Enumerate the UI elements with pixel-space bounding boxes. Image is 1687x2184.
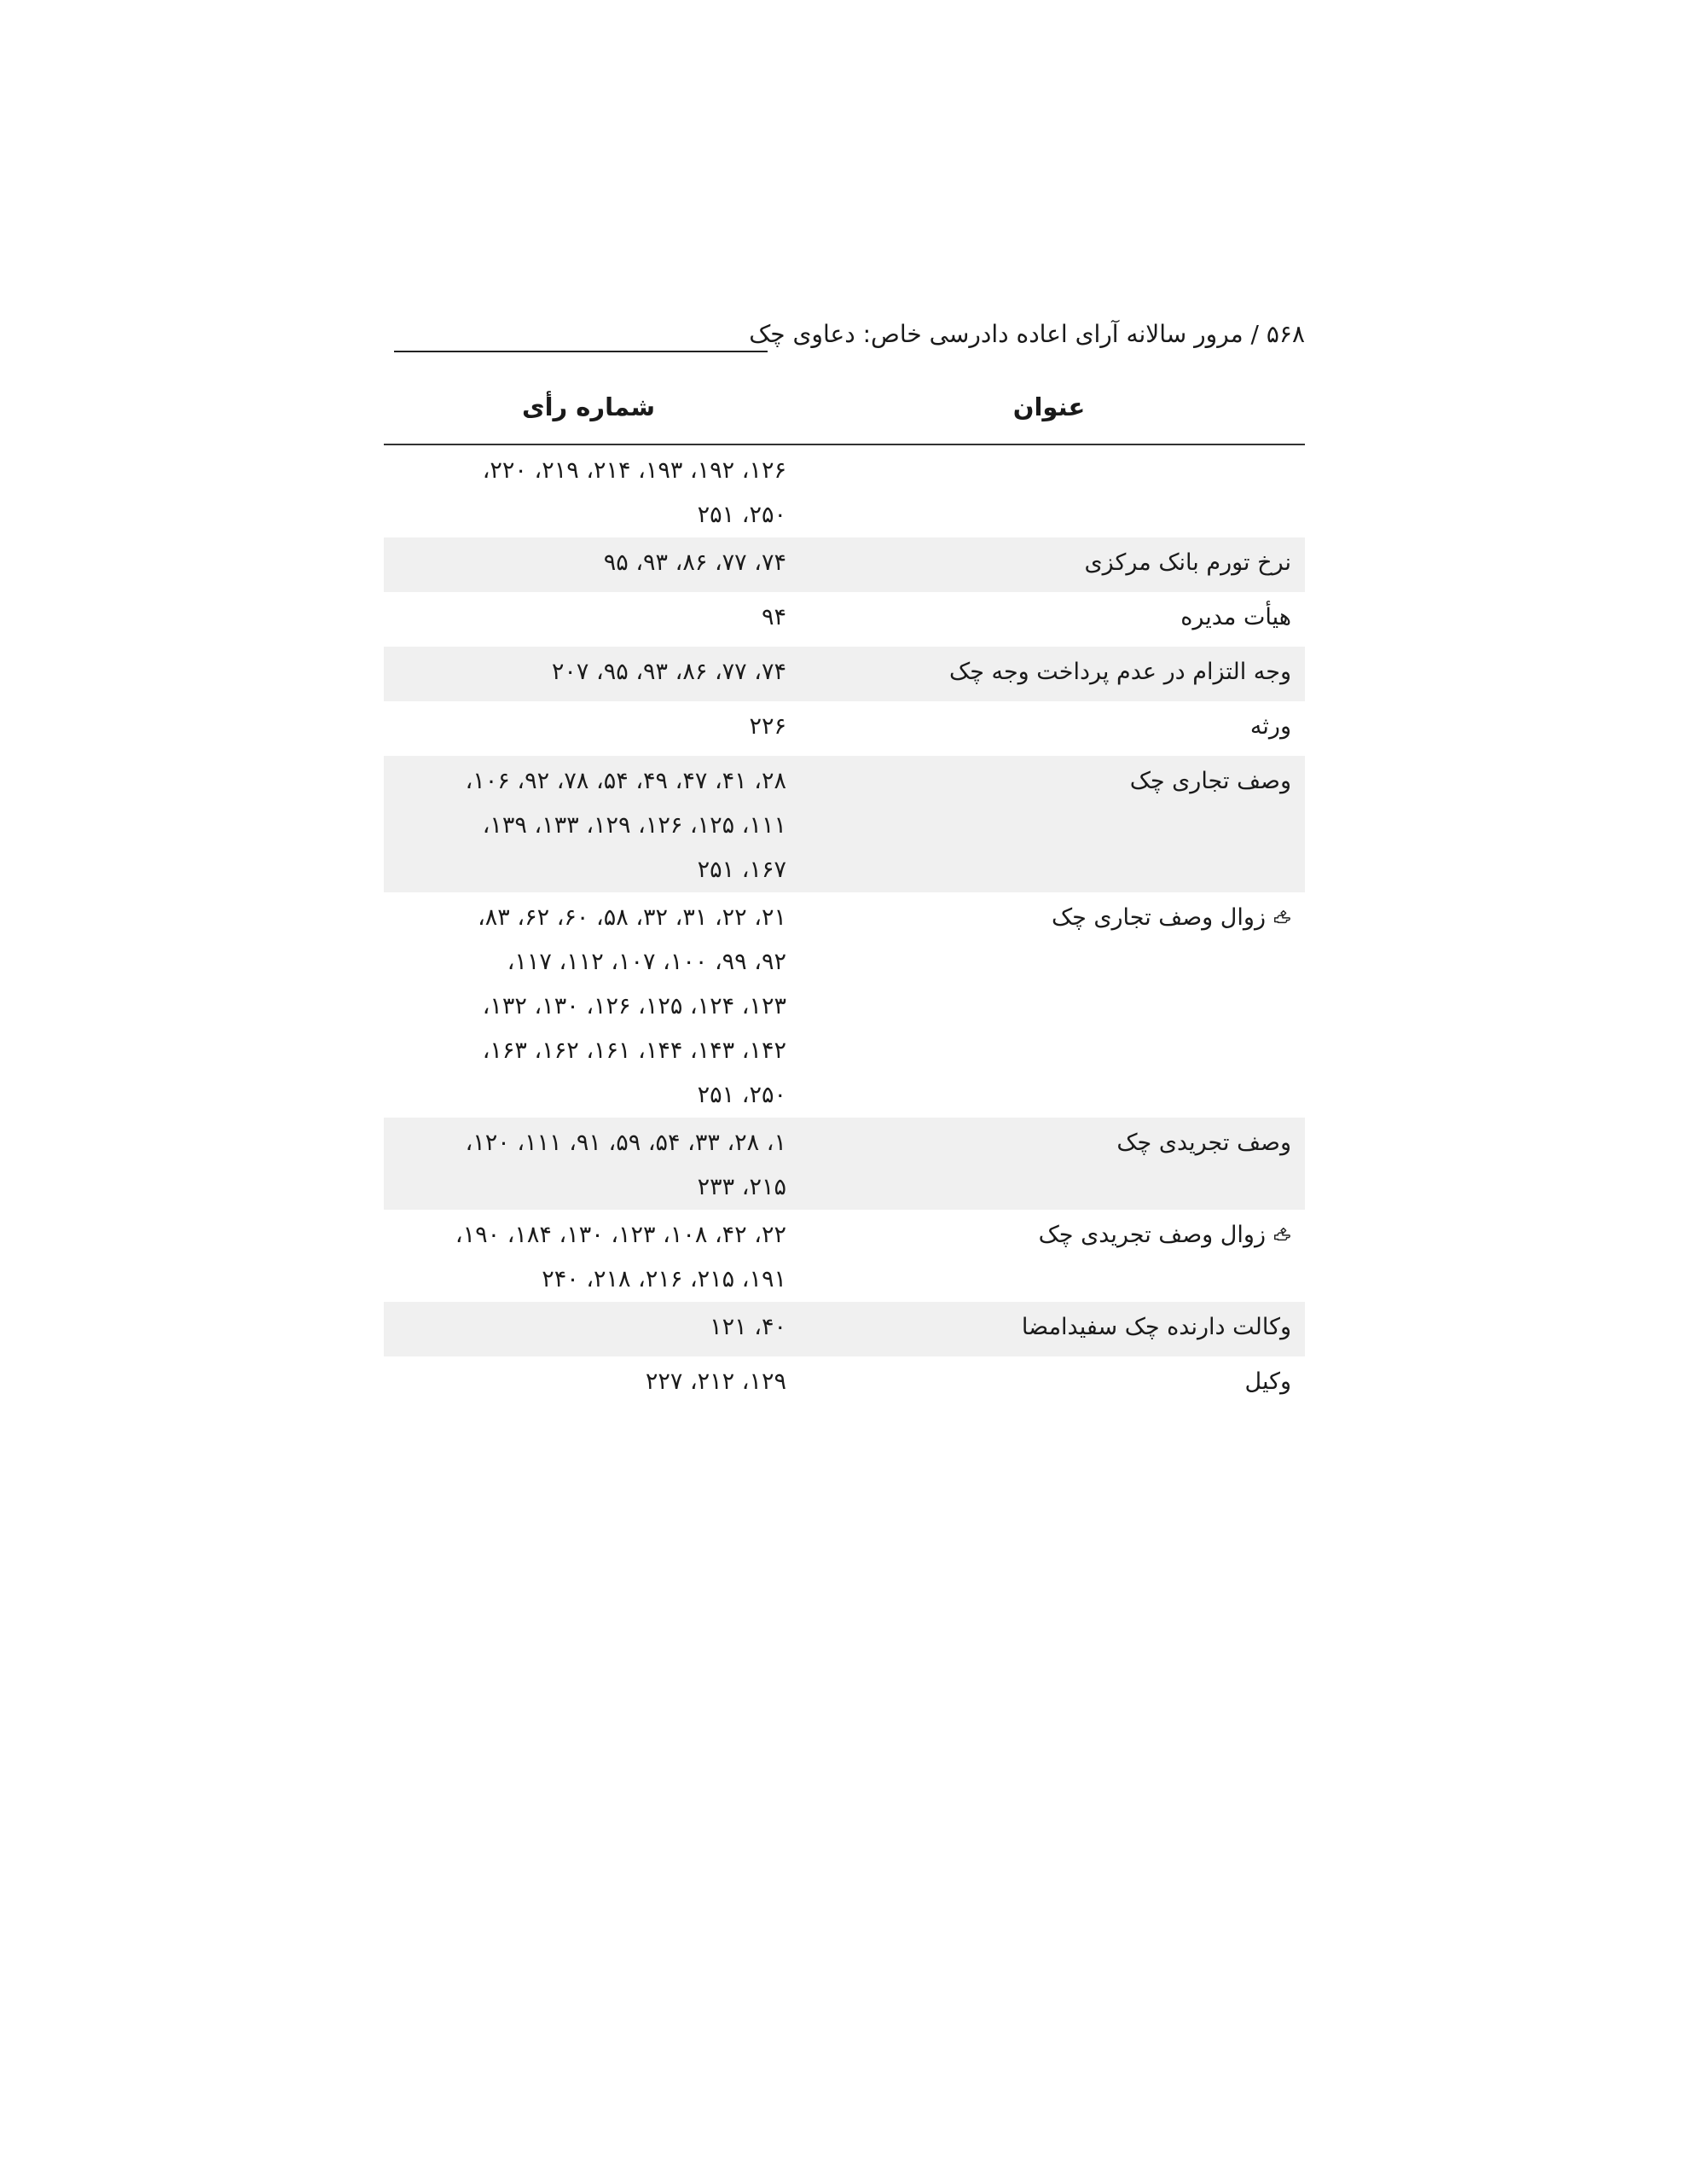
table-header-row	[384, 392, 1305, 444]
table-row	[384, 537, 1305, 592]
entry-title: نرخ تورم بانک مرکزی	[1084, 549, 1291, 576]
numbers-column-header: شماره رأی	[384, 392, 793, 444]
ruling-numbers-cell	[384, 647, 793, 701]
title-column-header: عنوان	[793, 392, 1305, 444]
ruling-numbers-line: ۲۵۰، ۲۵۱	[697, 1082, 786, 1108]
ruling-numbers-line: ۱۴۲، ۱۴۳، ۱۴۴، ۱۶۱، ۱۶۲، ۱۶۳،	[482, 1037, 786, 1064]
index-table-body	[384, 444, 1305, 1411]
entry-title: وجه التزام در عدم پرداخت وجه چک	[949, 659, 1291, 685]
table-row	[384, 647, 1305, 701]
ruling-numbers-line: ۲۲، ۴۲، ۱۰۸، ۱۲۳، ۱۳۰، ۱۸۴، ۱۹۰،	[455, 1222, 786, 1248]
ruling-numbers-line: ۱۲۳، ۱۲۴، ۱۲۵، ۱۲۶، ۱۳۰، ۱۳۲،	[482, 993, 786, 1019]
ruling-numbers-line: ۱، ۲۸، ۳۳، ۵۴، ۵۹، ۹۱، ۱۱۱، ۱۲۰،	[465, 1130, 786, 1156]
entry-title: هیأت مدیره	[1180, 604, 1291, 630]
entry-title-cell	[793, 756, 1305, 892]
ruling-numbers-cell	[384, 1118, 793, 1210]
entry-title: وکالت دارنده چک سفیدامضا	[1021, 1314, 1291, 1340]
table-row	[384, 592, 1305, 647]
ruling-numbers-line: ۷۴، ۷۷، ۸۶، ۹۳، ۹۵	[603, 549, 786, 576]
ruling-numbers-line: ۱۲۹، ۲۱۲، ۲۲۷	[645, 1368, 786, 1395]
ruling-numbers-line: ۱۱۱، ۱۲۵، ۱۲۶، ۱۲۹، ۱۳۳، ۱۳۹،	[482, 812, 786, 839]
ruling-numbers-line: ۴۰، ۱۲۱	[710, 1314, 786, 1340]
ruling-numbers-cell	[384, 1356, 793, 1411]
entry-title-cell	[793, 701, 1305, 756]
running-head-rule	[394, 351, 768, 352]
ruling-numbers-line: ۲۱، ۲۲، ۳۱، ۳۲، ۵۸، ۶۰، ۶۲، ۸۳،	[478, 904, 786, 931]
ruling-numbers-cell	[384, 1210, 793, 1302]
ruling-numbers-cell	[384, 1302, 793, 1356]
entry-title: وکیل	[1244, 1368, 1291, 1395]
entry-title-cell	[793, 892, 1305, 1118]
ruling-numbers-line: ۹۲، ۹۹، ۱۰۰، ۱۰۷، ۱۱۲، ۱۱۷،	[507, 949, 786, 975]
ruling-numbers-line: ۷۴، ۷۷، ۸۶، ۹۳، ۹۵، ۲۰۷	[551, 659, 786, 685]
ruling-numbers-cell	[384, 756, 793, 892]
entry-title: ورثه	[1249, 713, 1291, 740]
entry-title-cell	[793, 1356, 1305, 1411]
table-row	[384, 1302, 1305, 1356]
entry-title-cell	[793, 1118, 1305, 1210]
ruling-numbers-line: ۲۱۵، ۲۳۳	[697, 1174, 786, 1200]
ruling-numbers-cell	[384, 701, 793, 756]
ruling-numbers-line: ۲۵۰، ۲۵۱	[697, 502, 786, 528]
running-head	[384, 316, 1305, 358]
ruling-numbers-line: ۱۶۷، ۲۵۱	[697, 857, 786, 883]
table-row	[384, 1118, 1305, 1210]
ruling-numbers-cell	[384, 444, 793, 537]
table-row	[384, 756, 1305, 892]
ruling-numbers-cell	[384, 892, 793, 1118]
entry-title: وصف تجاری چک	[1129, 768, 1291, 794]
entry-title-cell	[793, 1302, 1305, 1356]
entry-title-cell	[793, 592, 1305, 647]
table-row	[384, 892, 1305, 1118]
ruling-numbers-cell	[384, 592, 793, 647]
table-row	[384, 701, 1305, 756]
entry-title: زوال وصف تجاری چک	[1051, 904, 1266, 931]
index-table	[384, 392, 1305, 1411]
table-row	[384, 1356, 1305, 1411]
entry-title-cell	[793, 647, 1305, 701]
ruling-numbers-line: ۱۲۶، ۱۹۲، ۱۹۳، ۲۱۴، ۲۱۹، ۲۲۰،	[482, 457, 786, 484]
table-row	[384, 444, 1305, 537]
ruling-numbers-line: ۹۴	[761, 604, 786, 630]
entry-title-cell	[793, 537, 1305, 592]
entry-title-cell	[793, 444, 1305, 537]
hand-pointer-icon	[1272, 908, 1291, 926]
table-row	[384, 1210, 1305, 1302]
ruling-numbers-cell	[384, 537, 793, 592]
ruling-numbers-line: ۲۸، ۴۱، ۴۷، ۴۹، ۵۴، ۷۸، ۹۲، ۱۰۶،	[465, 768, 786, 794]
entry-title: وصف تجریدی چک	[1116, 1130, 1291, 1156]
ruling-numbers-line: ۱۹۱، ۲۱۵، ۲۱۶، ۲۱۸، ۲۴۰	[542, 1266, 786, 1292]
book-page	[384, 316, 1305, 1411]
entry-title-cell	[793, 1210, 1305, 1302]
running-head-text: ۵۶۸ / مرور سالانه آرای اعاده دادرسی خاص: دعاوی چک	[749, 320, 1305, 348]
entry-title: زوال وصف تجریدی چک	[1038, 1222, 1266, 1248]
hand-pointer-icon	[1272, 1225, 1291, 1244]
ruling-numbers-line: ۲۲۶	[749, 713, 786, 740]
